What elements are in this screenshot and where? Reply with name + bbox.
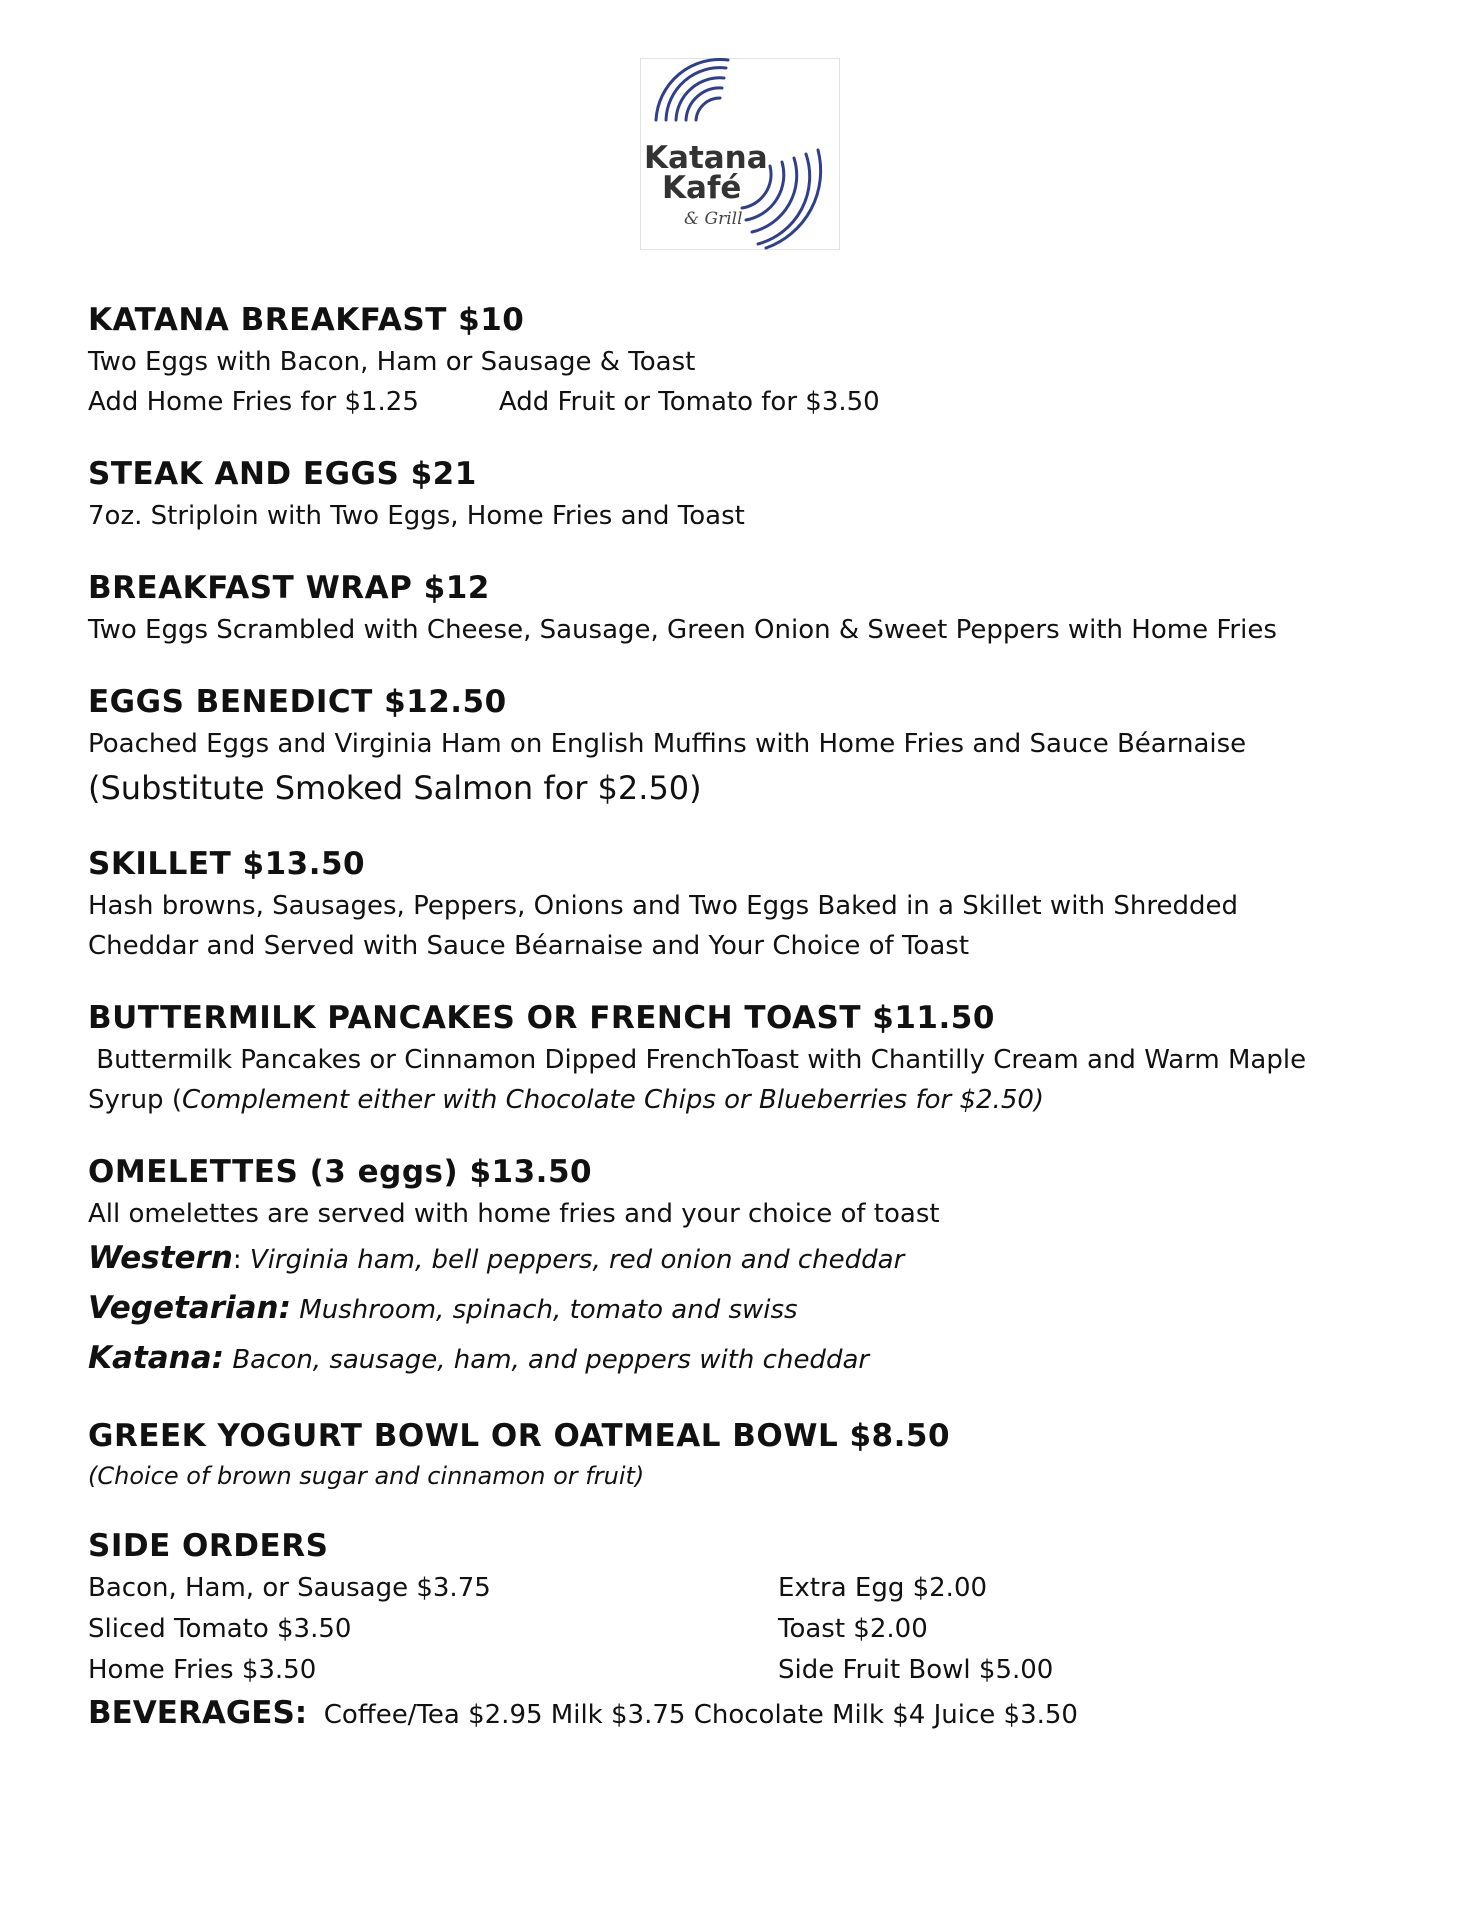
omelette-description: Bacon, sausage, ham, and peppers with cheddar <box>224 1345 870 1375</box>
omelette-western <box>88 1234 1428 1284</box>
item-description: Two Eggs Scrambled with Cheese, Sausage, Green Onion & Sweet Peppers with Home Fries <box>88 615 1277 645</box>
omelette-vegetarian <box>88 1284 1428 1334</box>
section-heading: OMELETTES (3 eggs) $13.50 <box>88 1154 593 1190</box>
section-skillet <box>88 842 1428 966</box>
section-heading: EGGS BENEDICT $12.50 <box>88 684 507 720</box>
beverages-label: BEVERAGES: <box>88 1695 308 1731</box>
item-description: Two Eggs with Bacon, Ham or Sausage & Toast <box>88 347 696 377</box>
omelette-description: Virginia ham, bell peppers, red onion and cheddar <box>241 1245 905 1275</box>
item-description-line2 <box>88 1080 1428 1120</box>
side-item: Bacon, Ham, or Sausage $3.75 <box>88 1573 491 1603</box>
section-omelettes <box>88 1150 1428 1384</box>
omelette-name: Western <box>88 1240 233 1276</box>
item-description-line2: Cheddar and Served with Sauce Béarnaise and Your Choice of Toast <box>88 931 970 961</box>
katana-kafe-logo <box>640 58 840 250</box>
section-yogurt-oatmeal <box>88 1414 1428 1494</box>
section-heading: STEAK AND EGGS $21 <box>88 456 477 492</box>
item-description: 7oz. Striploin with Two Eggs, Home Fries and Toast <box>88 501 745 531</box>
logo-graphic <box>640 58 840 250</box>
section-side-orders <box>88 1524 1428 1737</box>
section-heading: SKILLET $13.50 <box>88 846 366 882</box>
logo-text-katana: Katana <box>644 140 768 176</box>
item-description-line1: Buttermilk Pancakes or Cinnamon Dipped FrenchToast with Chantilly Cream and Warm Maple <box>88 1045 1307 1075</box>
omelettes-intro: All omelettes are served with home fries and your choice of toast <box>88 1199 940 1229</box>
section-heading: KATANA BREAKFAST $10 <box>88 302 525 338</box>
section-heading: SIDE ORDERS <box>88 1528 329 1564</box>
omelette-name: Katana: <box>88 1340 225 1376</box>
section-heading: GREEK YOGURT BOWL OR OATMEAL BOWL $8.50 <box>88 1418 951 1454</box>
omelette-description: Mushroom, spinach, tomato and swiss <box>291 1295 798 1325</box>
side-item: Extra Egg $2.00 <box>778 1573 988 1603</box>
section-steak-and-eggs <box>88 452 1428 536</box>
section-eggs-benedict <box>88 680 1428 812</box>
item-description: (Choice of brown sugar and cinnamon or fruit) <box>88 1462 645 1490</box>
side-item: Toast $2.00 <box>778 1614 928 1644</box>
addon-fruit-tomato: Add Fruit or Tomato for $3.50 <box>498 387 880 417</box>
item-description-line1: Hash browns, Sausages, Peppers, Onions and Two Eggs Baked in a Skillet with Shredded <box>88 891 1238 921</box>
side-item: Side Fruit Bowl $5.00 <box>778 1655 1054 1685</box>
logo-text-kafe: Kafé <box>662 170 742 206</box>
section-katana-breakfast <box>88 298 1428 422</box>
menu-body <box>88 298 1428 1737</box>
omelette-separator: : <box>232 1245 242 1275</box>
addon-home-fries: Add Home Fries for $1.25 <box>88 387 419 417</box>
beverages-list: Coffee/Tea $2.95 Milk $3.75 Chocolate Milk $4 Juice $3.50 <box>307 1700 1078 1730</box>
section-breakfast-wrap <box>88 566 1428 650</box>
syrup-text: Syrup ( <box>88 1085 182 1115</box>
logo-text-grill: & Grill <box>684 209 743 229</box>
side-order-row <box>88 1568 1428 1609</box>
omelette-name: Vegetarian: <box>88 1290 292 1326</box>
side-order-row <box>88 1650 1428 1691</box>
section-pancakes-french-toast <box>88 996 1428 1120</box>
section-heading: BREAKFAST WRAP $12 <box>88 570 490 606</box>
beverages-line <box>88 1691 1428 1737</box>
item-addons <box>88 382 1428 422</box>
item-description: Poached Eggs and Virginia Ham on English Muffins with Home Fries and Sauce Béarnaise <box>88 729 1247 759</box>
complement-note: Complement either with Chocolate Chips or Blueberries for $2.50) <box>181 1085 1045 1115</box>
side-order-row <box>88 1609 1428 1650</box>
item-substitution: (Substitute Smoked Salmon for $2.50) <box>88 769 702 807</box>
side-item: Sliced Tomato $3.50 <box>88 1614 352 1644</box>
omelette-katana <box>88 1334 1428 1384</box>
side-item: Home Fries $3.50 <box>88 1655 317 1685</box>
section-heading: BUTTERMILK PANCAKES OR FRENCH TOAST $11.50 <box>88 1000 995 1036</box>
